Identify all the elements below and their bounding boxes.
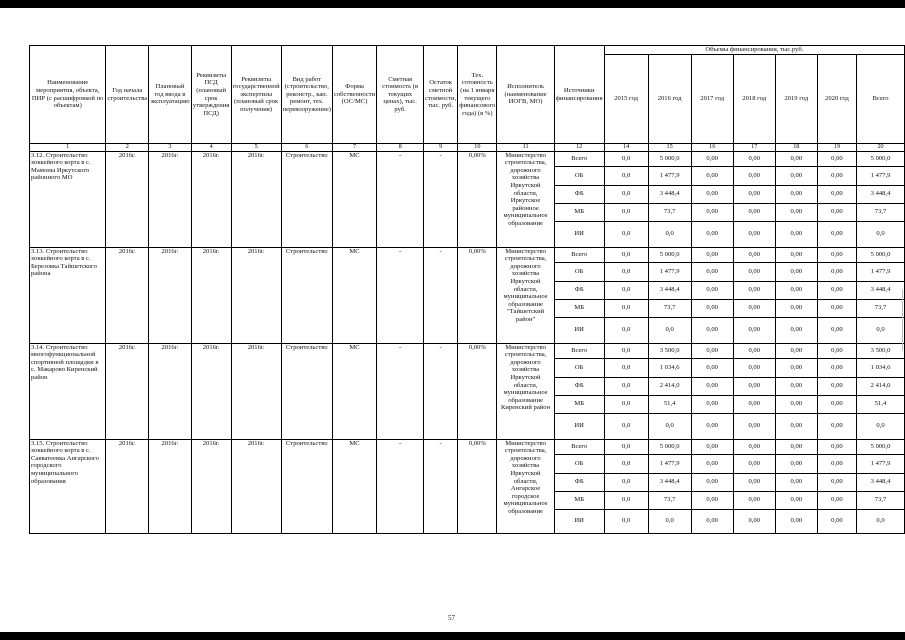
funding-value: 0,00 — [817, 491, 856, 509]
funding-value: 0,00 — [733, 299, 775, 317]
expertise-date: 2016г. — [231, 343, 281, 439]
funding-total: 3 500,0 — [857, 343, 905, 358]
funding-value: 0,00 — [691, 185, 733, 203]
header-year: 2016 год — [648, 55, 691, 144]
funding-value: 0,00 — [775, 151, 817, 166]
funding-source: ОБ — [554, 166, 604, 185]
funding-value: 0,00 — [775, 343, 817, 358]
funding-value: 1 477,9 — [648, 262, 691, 281]
funding-total: 0,0 — [857, 221, 905, 247]
remainder-cost: - — [424, 439, 458, 533]
funding-total: 51,4 — [857, 395, 905, 413]
table-row — [30, 343, 905, 358]
header-year: 2018 год — [733, 55, 775, 144]
funding-value: 0,00 — [691, 247, 733, 262]
executor: Министерство строительства, дорожного хозяйства Иркутской области, муниципальное образование Киренский район — [497, 343, 554, 439]
funding-total: 0,0 — [857, 317, 905, 343]
funding-value: 73,7 — [648, 491, 691, 509]
funding-value: 0,0 — [648, 317, 691, 343]
funding-value: 0,00 — [691, 395, 733, 413]
funding-source: Всего — [554, 247, 604, 262]
funding-value: 0,00 — [733, 281, 775, 299]
funding-value: 0,00 — [775, 413, 817, 439]
funding-value: 0,00 — [817, 221, 856, 247]
funding-source: ОБ — [554, 262, 604, 281]
funding-value: 0,00 — [775, 262, 817, 281]
psd-date: 2016г. — [191, 343, 231, 439]
column-number: 5 — [231, 144, 281, 152]
work-type: Строительство — [281, 439, 332, 533]
readiness-percent: 0,00% — [458, 247, 497, 343]
funding-value: 0,00 — [691, 509, 733, 533]
start-year: 2016г. — [106, 343, 149, 439]
project-name: 3.15. Строительство хоккейного корта в с. Савватеевка Ангарского городского муниципального образования — [30, 439, 106, 533]
funding-value: 0,00 — [817, 454, 856, 473]
funding-total: 1 477,9 — [857, 262, 905, 281]
funding-source: МБ — [554, 299, 604, 317]
funding-value: 0,0 — [604, 439, 648, 454]
column-number: 1 — [30, 144, 106, 152]
funding-value: 0,00 — [775, 221, 817, 247]
work-type: Строительство — [281, 151, 332, 247]
readiness-percent: 0,00% — [458, 343, 497, 439]
funding-value: 0,0 — [604, 185, 648, 203]
column-number: 12 — [554, 144, 604, 152]
start-year: 2016г. — [106, 151, 149, 247]
funding-value: 0,00 — [817, 413, 856, 439]
funding-value: 3 448,4 — [648, 185, 691, 203]
funding-source: МБ — [554, 395, 604, 413]
funding-value: 0,00 — [691, 299, 733, 317]
header-expertise: Реквизиты государственной экспертизы (плановый срок получения) — [231, 46, 281, 144]
scan-bottom-border — [0, 632, 905, 640]
funding-value: 0,00 — [775, 439, 817, 454]
funding-value: 0,00 — [817, 166, 856, 185]
funding-value: 0,00 — [691, 473, 733, 491]
funding-total: 1 034,6 — [857, 358, 905, 377]
funding-value: 0,00 — [775, 317, 817, 343]
header-year: 2017 год — [691, 55, 733, 144]
funding-total: 5 000,0 — [857, 247, 905, 262]
funding-value: 0,00 — [691, 281, 733, 299]
executor: Министерство строительства, дорожного хозяйства Иркутской области, Ангарское городское муниципальное образование — [497, 439, 554, 533]
header-total: Всего — [857, 55, 905, 144]
funding-value: 73,7 — [648, 203, 691, 221]
funding-value: 0,00 — [691, 203, 733, 221]
column-number: 2 — [106, 144, 149, 152]
funding-value: 0,00 — [817, 281, 856, 299]
funding-value: 51,4 — [648, 395, 691, 413]
funding-value: 0,0 — [604, 377, 648, 395]
funding-value: 0,0 — [604, 151, 648, 166]
funding-total: 1 477,9 — [857, 454, 905, 473]
funding-value: 0,00 — [691, 151, 733, 166]
start-year: 2016г. — [106, 247, 149, 343]
funding-value: 0,00 — [817, 395, 856, 413]
funding-source: ФБ — [554, 185, 604, 203]
funding-value: 0,0 — [604, 473, 648, 491]
funding-value: 5 000,0 — [648, 247, 691, 262]
readiness-percent: 0,00% — [458, 151, 497, 247]
funding-value: 1 477,9 — [648, 454, 691, 473]
funding-value: 0,00 — [817, 377, 856, 395]
funding-value: 0,0 — [604, 317, 648, 343]
remainder-cost: - — [424, 343, 458, 439]
work-type: Строительство — [281, 247, 332, 343]
executor: Министерство строительства, дорожного хозяйства Иркутской области, Иркутское районное муниципальное образование — [497, 151, 554, 247]
funding-value: 0,00 — [691, 439, 733, 454]
table-row — [30, 151, 905, 166]
column-number: 14 — [604, 144, 648, 152]
scan-artifact — [902, 290, 903, 350]
funding-value: 0,0 — [604, 299, 648, 317]
funding-value: 3 448,4 — [648, 473, 691, 491]
funding-source: ФБ — [554, 473, 604, 491]
funding-total: 5 000,0 — [857, 439, 905, 454]
column-number: 18 — [775, 144, 817, 152]
funding-value: 0,00 — [733, 185, 775, 203]
funding-value: 0,00 — [733, 491, 775, 509]
funding-value: 0,0 — [648, 413, 691, 439]
header-commission-year: Плановый год ввода в эксплуатацию — [149, 46, 191, 144]
funding-value: 0,0 — [604, 262, 648, 281]
funding-value: 0,00 — [775, 395, 817, 413]
funding-value: 0,00 — [733, 317, 775, 343]
header-year: 2019 год — [775, 55, 817, 144]
funding-source: ИИ — [554, 317, 604, 343]
funding-value: 5 000,0 — [648, 439, 691, 454]
funding-value: 0,0 — [604, 281, 648, 299]
funding-value: 0,00 — [733, 413, 775, 439]
funding-value: 5 000,0 — [648, 151, 691, 166]
column-number: 11 — [497, 144, 554, 152]
funding-source: ИИ — [554, 509, 604, 533]
psd-date: 2016г. — [191, 439, 231, 533]
funding-source: ОБ — [554, 358, 604, 377]
funding-value: 3 448,4 — [648, 281, 691, 299]
funding-value: 3 500,0 — [648, 343, 691, 358]
funding-value: 0,00 — [775, 358, 817, 377]
funding-value: 0,0 — [604, 343, 648, 358]
column-number: 17 — [733, 144, 775, 152]
funding-value: 1 034,6 — [648, 358, 691, 377]
funding-value: 0,00 — [733, 221, 775, 247]
funding-value: 0,00 — [817, 358, 856, 377]
funding-value: 0,00 — [775, 377, 817, 395]
funding-value: 0,0 — [604, 166, 648, 185]
header-year: 2015 год — [604, 55, 648, 144]
funding-value: 2 414,0 — [648, 377, 691, 395]
column-number: 8 — [377, 144, 424, 152]
header-work-type: Вид работ (строительство, реконстр., кап. ремонт, тех. перевооружение) — [281, 46, 332, 144]
funding-total: 73,7 — [857, 491, 905, 509]
project-name: 3.12. Строительство хоккейного корта в с. Мамоны Иркутского районного МО — [30, 151, 106, 247]
funding-total: 2 414,0 — [857, 377, 905, 395]
funding-source: МБ — [554, 491, 604, 509]
funding-value: 0,00 — [817, 317, 856, 343]
funding-value: 0,00 — [817, 509, 856, 533]
funding-value: 0,00 — [817, 473, 856, 491]
funding-value: 0,00 — [733, 262, 775, 281]
header-start-year: Год начала строительства — [106, 46, 149, 144]
funding-value: 0,00 — [817, 262, 856, 281]
executor: Министерство строительства, дорожного хозяйства Иркутской области, муниципальное образование "Тайшетский район" — [497, 247, 554, 343]
header-psd: Реквизиты ПСД (плановый срок утверждения ПСД) — [191, 46, 231, 144]
funding-value: 0,0 — [604, 221, 648, 247]
funding-value: 0,00 — [817, 185, 856, 203]
expertise-date: 2016г. — [231, 151, 281, 247]
funding-value: 0,00 — [775, 509, 817, 533]
funding-source: МБ — [554, 203, 604, 221]
ownership: МС — [332, 247, 376, 343]
funding-source: Всего — [554, 439, 604, 454]
funding-total: 3 448,4 — [857, 473, 905, 491]
remainder-cost: - — [424, 247, 458, 343]
table-row — [30, 247, 905, 262]
funding-source: ОБ — [554, 454, 604, 473]
column-number: 10 — [458, 144, 497, 152]
header-financing-group: Объемы финансирования, тыс.руб. — [604, 46, 904, 55]
funding-value: 0,0 — [604, 395, 648, 413]
header-readiness: Тех. готовность (на 1 января текущего финансового года) (в %) — [458, 46, 497, 144]
funding-total: 3 448,4 — [857, 281, 905, 299]
funding-value: 0,00 — [691, 454, 733, 473]
funding-value: 0,00 — [691, 317, 733, 343]
column-number: 4 — [191, 144, 231, 152]
funding-value: 0,00 — [733, 358, 775, 377]
commission-year: 2016г. — [149, 439, 191, 533]
column-number: 9 — [424, 144, 458, 152]
ownership: МС — [332, 151, 376, 247]
funding-value: 0,00 — [775, 491, 817, 509]
column-number: 15 — [648, 144, 691, 152]
header-remainder: Остаток сметной стоимости, тыс. руб. — [424, 46, 458, 144]
funding-value: 0,00 — [733, 151, 775, 166]
page-number: 57 — [448, 614, 455, 622]
funding-value: 0,00 — [775, 166, 817, 185]
psd-date: 2016г. — [191, 247, 231, 343]
column-number: 7 — [332, 144, 376, 152]
funding-value: 0,0 — [604, 203, 648, 221]
funding-value: 0,00 — [733, 473, 775, 491]
project-name: 3.14. Строительство многофункциональной спортивной площадки в с. Макарово Киренский район — [30, 343, 106, 439]
funding-value: 0,0 — [604, 509, 648, 533]
funding-value: 0,00 — [733, 454, 775, 473]
header-sources: Источники финансирования — [554, 46, 604, 144]
funding-value: 0,00 — [733, 439, 775, 454]
funding-value: 0,00 — [691, 262, 733, 281]
funding-source: ИИ — [554, 413, 604, 439]
header-name: Наименование мероприятия, объекта, ПИР (с расшифровкой по объектам) — [30, 46, 106, 144]
funding-total: 73,7 — [857, 203, 905, 221]
funding-source: ИИ — [554, 221, 604, 247]
column-number: 3 — [149, 144, 191, 152]
psd-date: 2016г. — [191, 151, 231, 247]
financing-table — [29, 45, 905, 534]
funding-source: ФБ — [554, 377, 604, 395]
column-number: 16 — [691, 144, 733, 152]
funding-value: 0,00 — [775, 299, 817, 317]
funding-value: 0,0 — [648, 509, 691, 533]
funding-value: 0,0 — [604, 247, 648, 262]
estimate-cost: - — [377, 247, 424, 343]
funding-value: 0,00 — [691, 358, 733, 377]
commission-year: 2016г. — [149, 247, 191, 343]
funding-value: 73,7 — [648, 299, 691, 317]
funding-value: 0,0 — [604, 454, 648, 473]
funding-value: 0,00 — [775, 454, 817, 473]
funding-value: 0,00 — [817, 299, 856, 317]
header-executor: Исполнитель (наименование ИОГВ, МО) — [497, 46, 554, 144]
ownership: МС — [332, 343, 376, 439]
column-number: 19 — [817, 144, 856, 152]
readiness-percent: 0,00% — [458, 439, 497, 533]
column-number: 6 — [281, 144, 332, 152]
start-year: 2016г. — [106, 439, 149, 533]
funding-value: 0,00 — [691, 343, 733, 358]
header-estimate: Сметная стоимость (в текущих ценах), тыс. руб. — [377, 46, 424, 144]
project-name: 3.13. Строительство хоккейного корта в с. Березовка Тайшетского района — [30, 247, 106, 343]
funding-value: 0,00 — [817, 151, 856, 166]
funding-value: 0,00 — [775, 247, 817, 262]
funding-total: 5 000,0 — [857, 151, 905, 166]
funding-value: 0,0 — [604, 491, 648, 509]
funding-total: 73,7 — [857, 299, 905, 317]
funding-value: 0,00 — [775, 185, 817, 203]
funding-value: 0,00 — [733, 247, 775, 262]
column-number-row — [30, 144, 905, 152]
remainder-cost: - — [424, 151, 458, 247]
funding-value: 0,00 — [733, 509, 775, 533]
expertise-date: 2016г. — [231, 247, 281, 343]
funding-value: 0,00 — [817, 203, 856, 221]
funding-source: ФБ — [554, 281, 604, 299]
expertise-date: 2016г. — [231, 439, 281, 533]
funding-value: 1 477,9 — [648, 166, 691, 185]
estimate-cost: - — [377, 151, 424, 247]
funding-value: 0,00 — [691, 377, 733, 395]
funding-value: 0,0 — [604, 413, 648, 439]
funding-total: 0,0 — [857, 509, 905, 533]
funding-value: 0,00 — [775, 281, 817, 299]
funding-total: 3 448,4 — [857, 185, 905, 203]
funding-total: 0,0 — [857, 413, 905, 439]
funding-total: 1 477,9 — [857, 166, 905, 185]
funding-value: 0,0 — [648, 221, 691, 247]
funding-value: 0,00 — [775, 473, 817, 491]
funding-value: 0,0 — [604, 358, 648, 377]
funding-value: 0,00 — [733, 377, 775, 395]
commission-year: 2016г. — [149, 343, 191, 439]
funding-value: 0,00 — [691, 491, 733, 509]
scan-top-border — [0, 0, 905, 8]
funding-value: 0,00 — [733, 203, 775, 221]
funding-value: 0,00 — [733, 395, 775, 413]
funding-value: 0,00 — [817, 247, 856, 262]
funding-value: 0,00 — [817, 343, 856, 358]
funding-value: 0,00 — [733, 343, 775, 358]
work-type: Строительство — [281, 343, 332, 439]
commission-year: 2016г. — [149, 151, 191, 247]
table-row — [30, 439, 905, 454]
header-year: 2020 год — [817, 55, 856, 144]
estimate-cost: - — [377, 343, 424, 439]
funding-source: Всего — [554, 343, 604, 358]
funding-value: 0,00 — [775, 203, 817, 221]
funding-value: 0,00 — [691, 221, 733, 247]
funding-value: 0,00 — [733, 166, 775, 185]
estimate-cost: - — [377, 439, 424, 533]
column-number: 20 — [857, 144, 905, 152]
funding-source: Всего — [554, 151, 604, 166]
header-ownership: Форма собственности (ОС/МС) — [332, 46, 376, 144]
funding-value: 0,00 — [817, 439, 856, 454]
funding-value: 0,00 — [691, 413, 733, 439]
ownership: МС — [332, 439, 376, 533]
funding-value: 0,00 — [691, 166, 733, 185]
